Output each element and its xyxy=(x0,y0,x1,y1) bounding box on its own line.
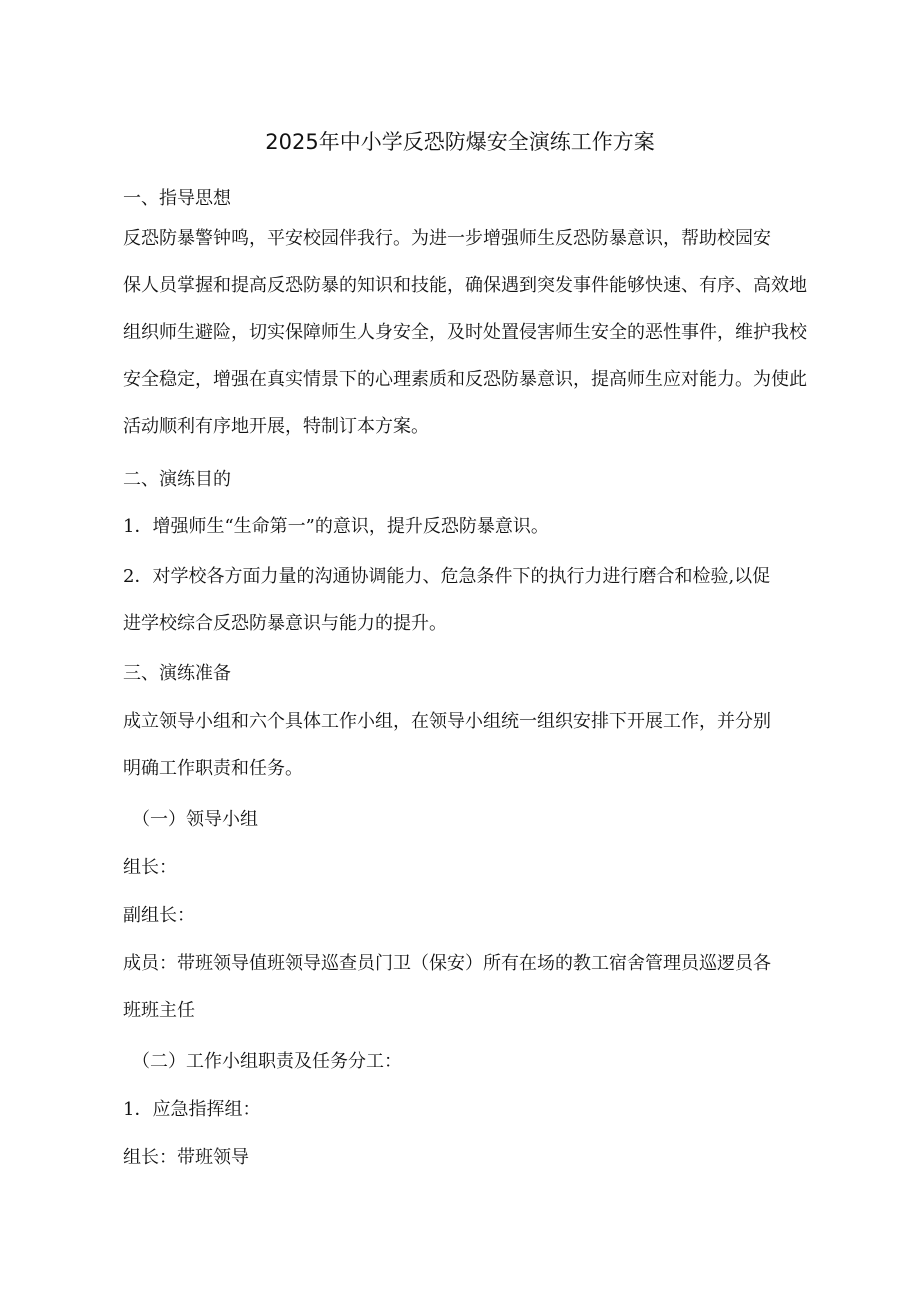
paragraph-line: 活动顺利有序地开展，特制订本方案。 xyxy=(123,416,429,437)
paragraph-line: 安全稳定，增强在真实情景下的心理素质和反恐防暴意识，提高师生应对能力。为使此 xyxy=(123,369,807,390)
guiding-ideology-paragraph xyxy=(123,215,848,450)
section-heading-drill-preparation: 三、演练准备 xyxy=(123,663,231,684)
deputy-leader-line: 副组长： xyxy=(123,905,195,926)
section-heading-drill-purpose: 二、演练目的 xyxy=(123,469,231,490)
paragraph-line: 保人员掌握和提高反恐防暴的知识和技能，确保遇到突发事件能够快速、有序、高效地 xyxy=(123,275,807,296)
paragraph-line: 成立领导小组和六个具体工作小组，在领导小组统一组织安排下开展工作，并分别 xyxy=(123,711,771,732)
paragraph-line: 2．对学校各方面力量的沟通协调能力、危急条件下的执行力进行磨合和检验,以促 xyxy=(123,566,771,587)
members-paragraph xyxy=(123,940,848,1034)
paragraph-line: 反恐防暴警钟鸣，平安校园伴我行。为进一步增强师生反恐防暴意识，帮助校园安 xyxy=(123,228,771,249)
paragraph-line: 进学校综合反恐防暴意识与能力的提升。 xyxy=(123,613,447,634)
document-title: 2025年中小学反恐防爆安全演练工作方案 xyxy=(265,130,655,154)
purpose-item-2 xyxy=(123,553,848,647)
paragraph-line: 成员：带班领导值班领导巡查员门卫（保安）所有在场的教工宿舍管理员巡逻员各 xyxy=(123,953,771,974)
paragraph-line: 明确工作职责和任务。 xyxy=(123,758,303,779)
subheading-work-groups: （二）工作小组职责及任务分工： xyxy=(132,1051,402,1072)
preparation-intro-paragraph xyxy=(123,698,848,792)
section-heading-guiding-ideology: 一、指导思想 xyxy=(123,188,231,209)
subheading-leadership-group: （一）领导小组 xyxy=(132,809,258,830)
paragraph-line: 组织师生避险，切实保障师生人身安全，及时处置侵害师生安全的恶性事件，维护我校 xyxy=(123,322,807,343)
leader-line: 组长： xyxy=(123,857,177,878)
group-emergency-command-leader: 组长：带班领导 xyxy=(123,1147,249,1168)
paragraph-line: 班班主任 xyxy=(123,1000,195,1021)
purpose-item-1: 1．增强师生“生命第一”的意识，提升反恐防暴意识。 xyxy=(123,516,549,537)
group-emergency-command: 1．应急指挥组： xyxy=(123,1099,261,1120)
